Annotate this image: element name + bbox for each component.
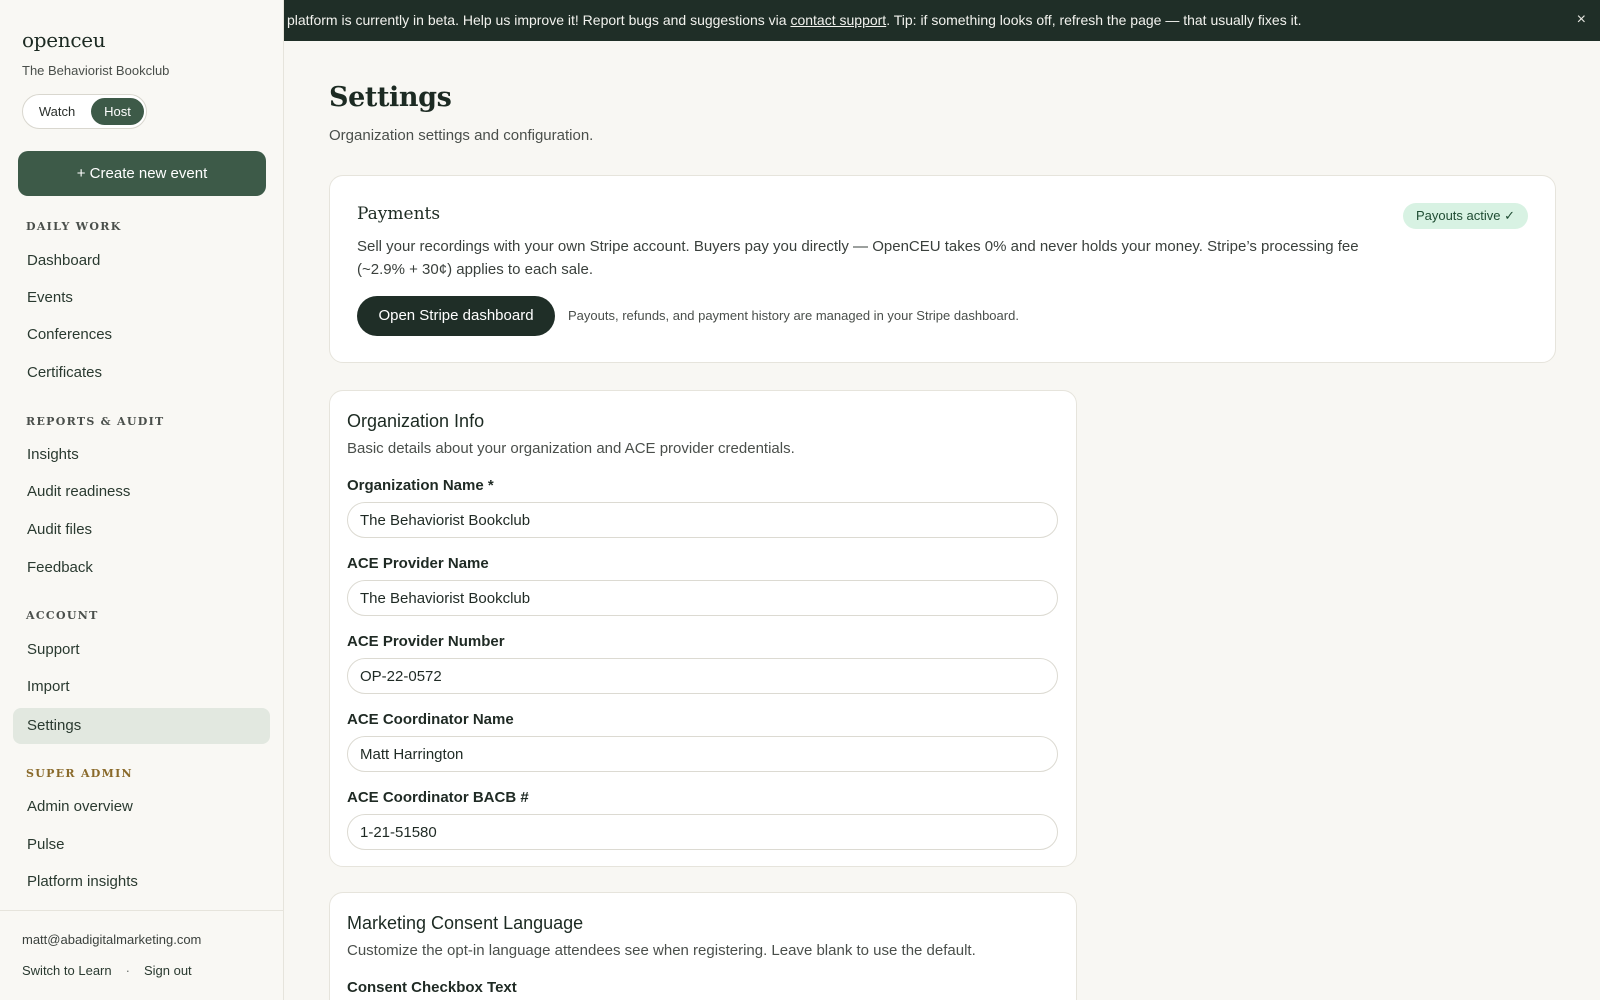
sidebar-item-feedback[interactable]: Feedback xyxy=(27,559,93,576)
sidebar-item-conferences[interactable]: Conferences xyxy=(27,326,113,343)
sidebar-item-audit-files[interactable]: Audit files xyxy=(27,521,93,538)
sign-out-link[interactable]: Sign out xyxy=(143,963,192,978)
page-title: Settings xyxy=(329,82,452,113)
section-super-admin: SUPER ADMIN xyxy=(26,767,133,780)
sidebar-item-settings[interactable]: Settings xyxy=(13,708,270,744)
ace-coordinator-name-field[interactable] xyxy=(347,736,1058,772)
section-reports-audit: REPORTS & AUDIT xyxy=(26,415,165,428)
footer-links xyxy=(22,963,192,978)
footer-separator: · xyxy=(125,963,130,978)
payouts-status-badge: Payouts active ✓ xyxy=(1403,203,1528,229)
marketing-consent-card xyxy=(329,892,1077,1000)
close-icon[interactable]: × xyxy=(1576,11,1586,28)
user-email: matt@abadigitalmarketing.com xyxy=(22,932,202,947)
sidebar-item-import[interactable]: Import xyxy=(27,678,70,695)
payments-note: Payouts, refunds, and payment history are managed in your Stripe dashboard. xyxy=(568,308,1019,323)
section-account: ACCOUNT xyxy=(26,609,99,622)
marketing-consent-title: Marketing Consent Language xyxy=(347,913,584,933)
sidebar-item-audit-readiness[interactable]: Audit readiness xyxy=(27,483,131,500)
page-subtitle: Organization settings and configuration. xyxy=(329,127,594,144)
organization-name-label: Organization Name * xyxy=(347,477,494,494)
organization-info-card xyxy=(329,390,1077,867)
open-stripe-dashboard-button[interactable]: Open Stripe dashboard xyxy=(357,296,555,336)
sidebar-item-admin-overview[interactable]: Admin overview xyxy=(27,798,133,815)
sidebar-item-platform-insights[interactable]: Platform insights xyxy=(27,873,138,890)
section-daily-work: DAILY WORK xyxy=(26,220,122,233)
brand-logo[interactable]: openceu xyxy=(22,28,106,52)
payments-title: Payments xyxy=(357,204,441,224)
sidebar-item-dashboard[interactable]: Dashboard xyxy=(27,252,101,269)
sidebar xyxy=(0,0,284,1000)
organization-info-title: Organization Info xyxy=(347,411,485,431)
sidebar-item-support[interactable]: Support xyxy=(27,641,80,658)
switch-to-learn-link[interactable]: Switch to Learn xyxy=(22,963,112,978)
ace-provider-name-label: ACE Provider Name xyxy=(347,555,489,572)
mode-toggle xyxy=(22,94,147,129)
banner-text-after: . Tip: if something looks off, refresh the page — that usually fixes it. xyxy=(886,12,1302,28)
sidebar-footer xyxy=(0,910,284,1000)
organization-name-field[interactable] xyxy=(347,502,1058,538)
contact-support-link[interactable]: contact support xyxy=(790,12,887,28)
sidebar-item-certificates[interactable]: Certificates xyxy=(27,364,103,381)
beta-banner xyxy=(284,0,1600,41)
org-name: The Behaviorist Bookclub xyxy=(22,63,170,78)
ace-coordinator-name-label: ACE Coordinator Name xyxy=(347,711,514,728)
ace-provider-number-field[interactable] xyxy=(347,658,1058,694)
mode-watch-option[interactable]: Watch xyxy=(38,104,76,119)
sidebar-item-insights[interactable]: Insights xyxy=(27,446,79,463)
consent-checkbox-text-label: Consent Checkbox Text xyxy=(347,979,517,996)
ace-coordinator-bacb-field[interactable] xyxy=(347,814,1058,850)
banner-text-before: platform is currently in beta. Help us improve it! Report bugs and suggestions via xyxy=(287,12,791,28)
payments-description: Sell your recordings with your own Stripe account. Buyers pay you directly — OpenCEU takes 0% and never holds your money. Stripe’s processing fee (~2.9% + 30¢) applies to each sale. xyxy=(357,238,1359,278)
marketing-consent-subtitle: Customize the opt-in language attendees see when registering. Leave blank to use the default. xyxy=(347,942,976,959)
mode-host-option[interactable]: Host xyxy=(91,98,144,125)
organization-info-subtitle: Basic details about your organization and ACE provider credentials. xyxy=(347,440,795,457)
sidebar-item-pulse[interactable]: Pulse xyxy=(27,836,65,853)
ace-provider-number-label: ACE Provider Number xyxy=(347,633,505,650)
ace-provider-name-field[interactable] xyxy=(347,580,1058,616)
create-event-button[interactable]: + Create new event xyxy=(18,151,266,196)
ace-coordinator-bacb-label: ACE Coordinator BACB # xyxy=(347,789,529,806)
payments-card xyxy=(329,175,1556,363)
sidebar-item-events[interactable]: Events xyxy=(27,289,73,306)
